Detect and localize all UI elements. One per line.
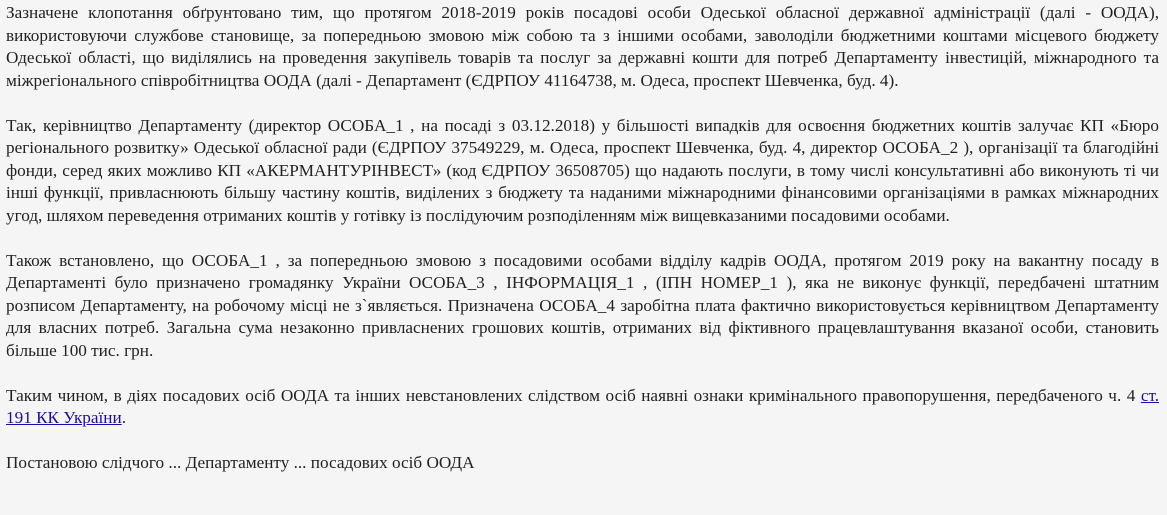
- paragraph-1: Зазначене клопотання обґрунтовано тим, що протягом 2018-2019 років посадові особи Одеської обласної державної адміністрації (далі - ООДА), використовуючи службове становище, за попередньою змовою між собою та з іншими особами, заволоділи бюджетними коштами місцевого бюджету Одеської області, що виділялись на проведення закупівель товарів та послуг за державні кошти для потреб Департаменту інвестицій, міжнародного та міжрегіонального співробітництва ООДА (далі - Департамент (ЄДРПОУ 41164738, м. Одеса, проспект Шевченка, буд. 4).: [6, 3, 1159, 90]
- paragraph-4-end: .: [121, 408, 127, 427]
- paragraph-3: Також встановлено, що ОСОБА_1 , за попередньою змовою з посадовими особами відділу кадрів ООДА, протягом 2019 року на вакантну посаду в Департаменті було призначено громадянку України ОСОБА_3 , ІНФОРМАЦІЯ_1 , (ІПН НОМЕР_1 ), яка не виконує функції, передбачені штатним розписом Департаменту, на робочому місці не з`являється. Призначена ОСОБА_4 заробітна плата фактично використовується керівництвом Департаменту для власних потреб. Загальна сума незаконно привласнених грошових коштів, отриманих від фіктивного працевлаштування вказаної особи, становить більше 100 тис. грн.: [6, 250, 1159, 360]
- law-article-link[interactable]: ст. 191 КК України: [6, 385, 1159, 427]
- paragraph-4: [6, 385, 1159, 430]
- paragraph-4-text: Таким чином, в діях посадових осіб ООДА та інших невстановлених слідством осіб наявні ознаки кримінального правопорушення, передбаченого ч. 4: [6, 385, 1141, 405]
- paragraph-5-partial: Постановою слідчого ... Департаменту ... посадових осіб ООДА: [6, 453, 475, 472]
- paragraph-2: Так, керівництво Департаменту (директор ОСОБА_1 , на посаді з 03.12.2018) у більшості випадків для освоєння бюджетних коштів залучає КП «Бюро регіонального розвитку» Одеської обласної ради (ЄДРПОУ 37549229, м. Одеса, проспект Шевченка, буд. 4, директор ОСОБА_2 ), організації та благодійні фонди, серед яких можливо КП «АКЕРМАНТУРІНВЕСТ» (код ЄДРПОУ 36508705) що надають послуги, в тому числі консультативні або виконують ті чи інші функції, привласнюють більшу частину коштів, виділених з бюджету та наданими міжнародними фінансовими організаціями в рамках міжнародних угод, шляхом переведення отриманих коштів у готівку із послідуючим розподіленням між вищевказаними посадовими особами.: [6, 115, 1159, 225]
